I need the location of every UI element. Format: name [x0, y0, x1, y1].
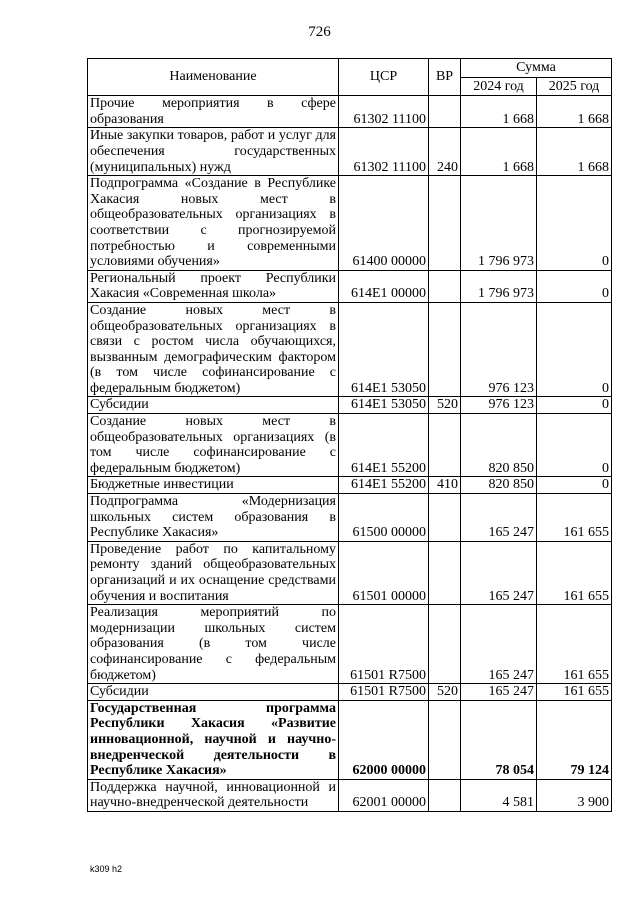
row-2024-cell: 820 850	[461, 477, 537, 494]
row-2025-cell: 0	[537, 176, 612, 271]
row-2024-cell: 165 247	[461, 494, 537, 542]
row-2025-cell: 3 900	[537, 779, 612, 811]
table-row	[88, 477, 612, 494]
header-name: Наименование	[88, 59, 339, 96]
row-csr-cell: 61500 00000	[339, 494, 429, 542]
row-csr-cell: 61501 R7500	[339, 605, 429, 684]
row-csr-cell: 61302 11100	[339, 128, 429, 176]
row-name-cell: Прочие мероприятия в сфере образования	[88, 96, 339, 128]
row-2024-cell: 1 796 973	[461, 176, 537, 271]
header-year-2025: 2025 год	[537, 77, 612, 96]
page-number: 726	[308, 24, 331, 40]
row-2024-cell: 1 796 973	[461, 270, 537, 302]
row-2024-cell: 820 850	[461, 414, 537, 477]
row-2025-cell: 0	[537, 270, 612, 302]
table-body	[88, 96, 612, 812]
row-2025-cell: 161 655	[537, 494, 612, 542]
row-2024-cell: 165 247	[461, 541, 537, 604]
table-row	[88, 96, 612, 128]
row-2025-cell: 0	[537, 414, 612, 477]
row-vr-cell	[429, 414, 461, 477]
row-2025-cell: 1 668	[537, 96, 612, 128]
table-header-row	[88, 59, 612, 78]
row-vr-cell	[429, 270, 461, 302]
table-row	[88, 779, 612, 811]
row-name-cell: Поддержка научной, инновационной и научно-внедренческой деятельности	[88, 779, 339, 811]
header-csr: ЦСР	[339, 59, 429, 96]
row-vr-cell	[429, 605, 461, 684]
row-name-cell: Иные закупки товаров, работ и услуг для обеспечения государственных (муниципальных) нужд	[88, 128, 339, 176]
row-2025-cell: 161 655	[537, 684, 612, 701]
table-row	[88, 302, 612, 397]
row-name-cell: Субсидии	[88, 684, 339, 701]
row-vr-cell: 410	[429, 477, 461, 494]
row-2024-cell: 1 668	[461, 128, 537, 176]
row-vr-cell	[429, 700, 461, 779]
row-csr-cell: 614E1 55200	[339, 414, 429, 477]
row-vr-cell	[429, 96, 461, 128]
row-vr-cell: 240	[429, 128, 461, 176]
table-row	[88, 397, 612, 414]
row-vr-cell	[429, 494, 461, 542]
table-row	[88, 128, 612, 176]
row-name-cell: Региональный проект Республики Хакасия «Современная школа»	[88, 270, 339, 302]
row-csr-cell: 61400 00000	[339, 176, 429, 271]
row-vr-cell	[429, 541, 461, 604]
table-row	[88, 541, 612, 604]
table-row	[88, 684, 612, 701]
table-row	[88, 700, 612, 779]
row-2024-cell: 976 123	[461, 302, 537, 397]
row-2024-cell: 165 247	[461, 684, 537, 701]
row-name-cell: Бюджетные инвестиции	[88, 477, 339, 494]
row-name-cell: Подпрограмма «Создание в Республике Хакасия новых мест в общеобразовательных организациях в соответствии с прогнозируемой потребностью и современными условиями обучения»	[88, 176, 339, 271]
row-csr-cell: 614E1 53050	[339, 302, 429, 397]
table-row	[88, 176, 612, 271]
table-row	[88, 605, 612, 684]
row-vr-cell	[429, 779, 461, 811]
row-2024-cell: 165 247	[461, 605, 537, 684]
row-2025-cell: 161 655	[537, 541, 612, 604]
row-csr-cell: 614E1 00000	[339, 270, 429, 302]
row-2024-cell: 78 054	[461, 700, 537, 779]
row-name-cell: Создание новых мест в общеобразовательных организациях в связи с ростом числа обучающихся, вызванным демографическим фактором (в том числе софинансирование с федеральным бюджетом)	[88, 302, 339, 397]
header-year-2024: 2024 год	[461, 77, 537, 96]
row-2025-cell: 79 124	[537, 700, 612, 779]
row-2025-cell: 0	[537, 397, 612, 414]
row-name-cell: Подпрограмма «Модернизация школьных систем образования в Республике Хакасия»	[88, 494, 339, 542]
row-vr-cell	[429, 302, 461, 397]
row-vr-cell	[429, 176, 461, 271]
row-2024-cell: 1 668	[461, 96, 537, 128]
row-vr-cell: 520	[429, 684, 461, 701]
row-name-cell: Субсидии	[88, 397, 339, 414]
row-csr-cell: 614E1 53050	[339, 397, 429, 414]
row-2024-cell: 976 123	[461, 397, 537, 414]
row-csr-cell: 62001 00000	[339, 779, 429, 811]
row-csr-cell: 61501 00000	[339, 541, 429, 604]
row-name-cell: Создание новых мест в общеобразовательных организациях (в том числе софинансирование с федеральным бюджетом)	[88, 414, 339, 477]
footer-code: k309 h2	[90, 864, 123, 874]
row-2025-cell: 0	[537, 302, 612, 397]
table-row	[88, 270, 612, 302]
header-sum: Сумма	[461, 59, 612, 78]
header-vr: ВР	[429, 59, 461, 96]
row-2024-cell: 4 581	[461, 779, 537, 811]
row-csr-cell: 62000 00000	[339, 700, 429, 779]
row-2025-cell: 161 655	[537, 605, 612, 684]
table-row	[88, 414, 612, 477]
table-row	[88, 494, 612, 542]
row-2025-cell: 0	[537, 477, 612, 494]
row-name-cell: Проведение работ по капитальному ремонту зданий общеобразовательных организаций и их оснащение средствами обучения и воспитания	[88, 541, 339, 604]
row-csr-cell: 61501 R7500	[339, 684, 429, 701]
budget-table	[87, 58, 612, 812]
row-csr-cell: 614E1 55200	[339, 477, 429, 494]
row-2025-cell: 1 668	[537, 128, 612, 176]
row-vr-cell: 520	[429, 397, 461, 414]
row-name-cell: Государственная программа Республики Хакасия «Развитие инновационной, научной и научно-внедренческой деятельности в Республике Хакасия»	[88, 700, 339, 779]
row-name-cell: Реализация мероприятий по модернизации школьных систем образования (в том числе софинансирование с федеральным бюджетом)	[88, 605, 339, 684]
row-csr-cell: 61302 11100	[339, 96, 429, 128]
